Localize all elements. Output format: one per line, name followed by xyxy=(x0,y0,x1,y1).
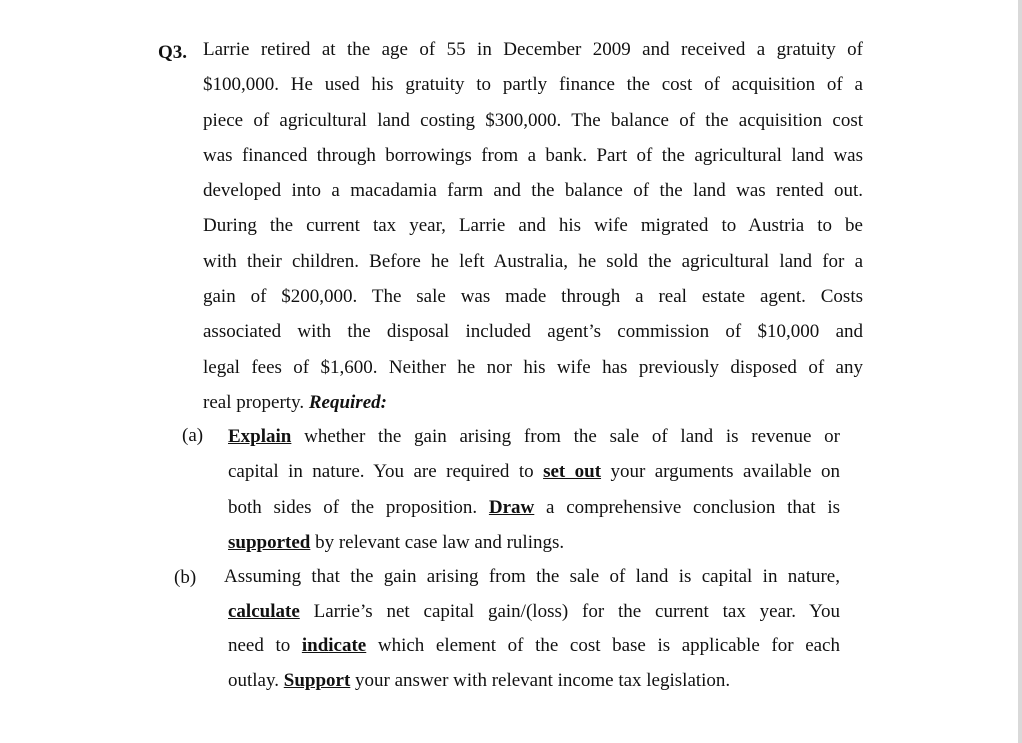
part-b-text: need to xyxy=(228,635,302,656)
question-last-line xyxy=(203,385,863,420)
question-last-text: real property. xyxy=(203,391,305,413)
part-a-body xyxy=(228,419,840,560)
required-heading: Required: xyxy=(308,391,387,413)
part-a-text: both sides of the proposition. xyxy=(228,496,489,518)
question-line: During the current tax year, Larrie and his wife migrated to Austria to be xyxy=(203,215,863,237)
instruction-word: supported xyxy=(228,531,311,553)
question-line: Larrie retired at the age of 55 in December 2009 and received a gratuity of xyxy=(203,39,863,60)
question-line: piece of agricultural land costing $300,000. The balance of the acquisition cost xyxy=(203,109,863,131)
instruction-word: Explain xyxy=(228,426,292,447)
part-b-text: Larrie’s net capital gain/(loss) for the current tax year. You xyxy=(299,600,840,622)
part-b-text: outlay. xyxy=(228,669,284,691)
part-a-text: capital in nature. You are required to xyxy=(228,461,544,483)
part-b-line xyxy=(224,629,840,664)
question-line: legal fees of $1,600. Neither he nor his wife has previously disposed of any xyxy=(203,356,863,378)
question-body xyxy=(203,32,863,420)
instruction-word: Support xyxy=(283,669,351,691)
part-b-line xyxy=(224,664,840,699)
part-b-label: (b) xyxy=(174,567,197,588)
question-line: with their children. Before he left Australia, he sold the agricultural land for a xyxy=(203,250,863,272)
part-b-text: your answer with relevant income tax legislation. xyxy=(350,669,731,691)
part-a-line xyxy=(228,454,840,489)
question-line: was financed through borrowings from a bank. Part of the agricultural land was xyxy=(203,144,863,166)
question-line: developed into a macadamia farm and the balance of the land was rented out. xyxy=(203,180,863,202)
part-a-text: by relevant case law and rulings. xyxy=(310,531,565,553)
page-edge-scrollbar xyxy=(1018,0,1022,743)
part-b-line: Assuming that the gain arising from the sale of land is capital in nature, xyxy=(224,566,840,587)
part-b-body xyxy=(224,560,840,698)
part-a-line xyxy=(228,419,840,454)
instruction-word: calculate xyxy=(228,600,300,622)
question-line: gain of $200,000. The sale was made through a real estate agent. Costs xyxy=(203,286,863,308)
part-a-text: a comprehensive conclusion that is xyxy=(534,496,840,518)
question-line: $100,000. He used his gratuity to partly finance the cost of acquisition of a xyxy=(203,74,863,96)
part-a-text: your arguments available on xyxy=(601,461,840,483)
part-b-line xyxy=(224,595,840,630)
part-b-text: which element of the cost base is applicable for each xyxy=(366,635,840,656)
part-a-line xyxy=(228,525,840,560)
instruction-word: indicate xyxy=(301,635,367,656)
question-line: associated with the disposal included agent’s commission of $10,000 and xyxy=(203,321,863,343)
instruction-word: Draw xyxy=(488,496,535,518)
instruction-word: set out xyxy=(543,461,602,483)
part-a-text: whether the gain arising from the sale of land is revenue or xyxy=(291,426,840,447)
part-a-line xyxy=(228,490,840,525)
question-number: Q3. xyxy=(158,42,188,63)
part-a-label: (a) xyxy=(182,425,204,446)
